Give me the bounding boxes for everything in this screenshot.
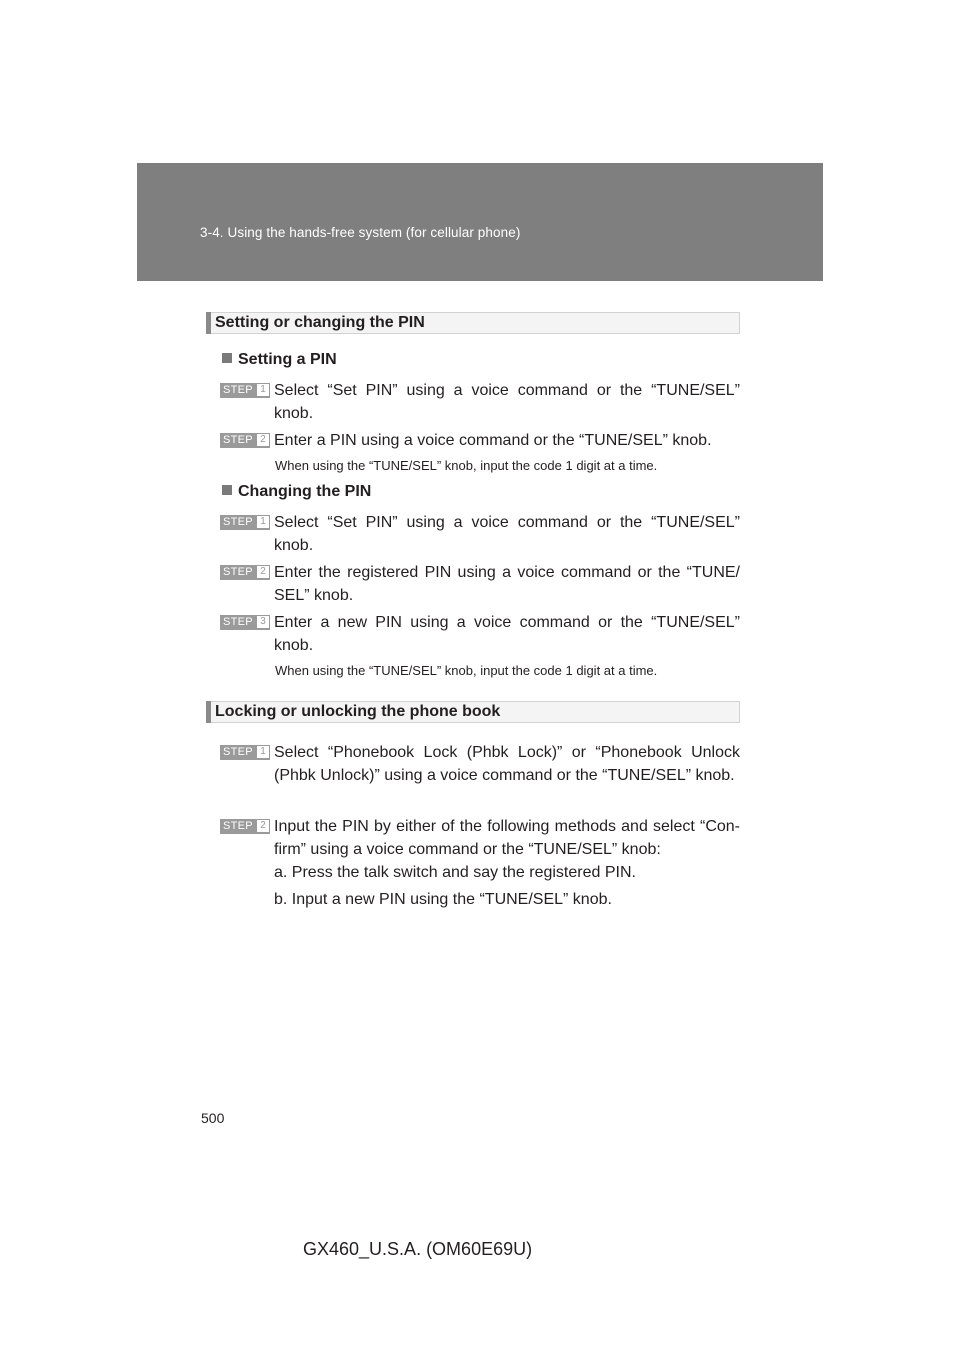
step-text: Select “Set PIN” using a voice command or the “TUNE/SEL” knob. [274,514,740,554]
square-bullet-icon [222,353,232,363]
step-note: When using the “TUNE/SEL” knob, input the code 1 digit at a time. [275,663,658,678]
step-text: Input the PIN by either of the following methods and select “Con- firm” using a voice command or the “TUNE/SEL” knob: [274,818,740,858]
step-badge: STEP 1 [220,515,270,530]
step-badge: STEP 2 [220,433,270,448]
step-badge: STEP 2 [220,565,270,580]
step-note: When using the “TUNE/SEL” knob, input the code 1 digit at a time. [275,458,658,473]
square-bullet-icon [222,485,232,495]
step-badge: STEP 3 [220,615,270,630]
step-text: Enter a PIN using a voice command or the “TUNE/SEL” knob. [274,432,712,449]
section-title-bar [206,701,740,723]
page-number: 500 [201,1110,225,1126]
step-badge: STEP 2 [220,819,270,834]
chapter-header: 3-4. Using the hands-free system (for cellular phone) [200,225,521,240]
section-accent [206,701,211,723]
step-badge: STEP 1 [220,745,270,760]
model-code: GX460_U.S.A. (OM60E69U) [303,1239,533,1259]
step-text: Select “Phonebook Lock (Phbk Lock)” or “Phonebook Unlock (Phbk Unlock)” using a voice command or the “TUNE/SEL” knob. [274,744,740,784]
section-title-bar [206,312,740,334]
subsection-heading: Setting a PIN [222,351,337,369]
subsection-heading: Changing the PIN [222,483,371,501]
step-text: Enter a new PIN using a voice command or the “TUNE/SEL” knob. [274,614,740,654]
method-item: b. Input a new PIN using the “TUNE/SEL” knob. [274,891,612,908]
step-text: Enter the registered PIN using a voice command or the “TUNE/ SEL” knob. [274,564,740,604]
header-band [137,163,823,281]
method-item: a. Press the talk switch and say the registered PIN. [274,864,636,881]
section-accent [206,312,211,334]
section-title: Locking or unlocking the phone book [215,703,501,720]
step-badge: STEP 1 [220,383,270,398]
section-title: Setting or changing the PIN [215,314,425,331]
step-text: Select “Set PIN” using a voice command or the “TUNE/SEL” knob. [274,382,740,422]
